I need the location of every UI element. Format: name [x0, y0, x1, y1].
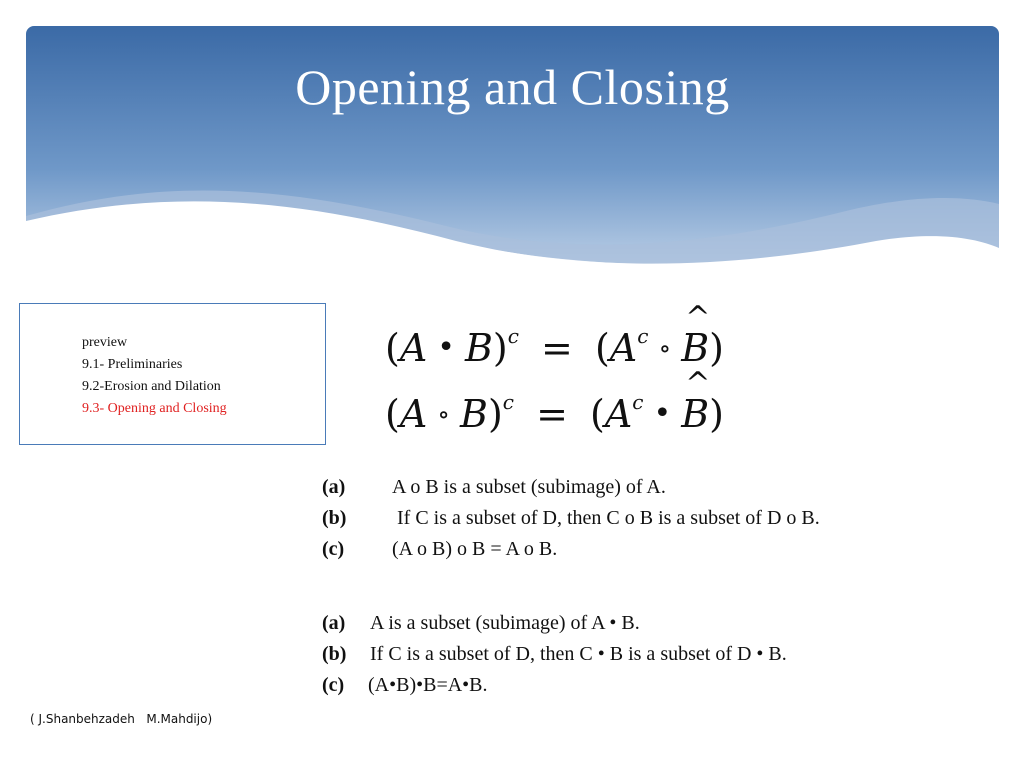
property-label: (b) [322, 643, 347, 665]
property-label: (c) [322, 674, 345, 696]
property-label: (a) [322, 476, 346, 498]
property-text: If C is a subset of D, then C o B is a subset of D o B. [397, 507, 820, 529]
outline-item-preview[interactable]: preview [82, 335, 128, 350]
outline-box [19, 303, 326, 445]
opening-property-a [322, 472, 820, 503]
outline-item-preliminaries[interactable]: 9.1- Preliminaries [82, 357, 183, 372]
author-credit: ( J.Shanbehzadeh M.Mahdijo) [30, 712, 213, 726]
opening-property-c [322, 534, 820, 565]
outline-list [82, 332, 227, 420]
closing-property-b [322, 639, 787, 670]
property-label: (a) [322, 612, 346, 634]
property-text: A o B is a subset (subimage) of A. [392, 476, 666, 498]
closing-property-a [322, 608, 787, 639]
outline-item-erosion-dilation[interactable]: 9.2-Erosion and Dilation [82, 379, 221, 394]
property-text: (A o B) o B = A o B. [392, 538, 558, 560]
property-label: (c) [322, 538, 345, 560]
opening-property-b [322, 503, 820, 534]
outline-item-opening-closing[interactable]: 9.3- Opening and Closing [82, 401, 227, 416]
opening-properties [322, 472, 820, 565]
duality-equation-2: (A ∘ $B)^c = (A^c$ •^ B) [385, 392, 724, 436]
property-text: (A•B)•B=A•B. [368, 674, 488, 696]
property-text: A is a subset (subimage) of A • B. [370, 612, 640, 634]
property-text: If C is a subset of D, then C • B is a subset of D • B. [370, 643, 787, 665]
duality-equation-1: (A • $B)^c = (A^c$ ∘^ B) [385, 326, 724, 370]
property-label: (b) [322, 507, 347, 529]
slide-title: Opening and Closing [295, 59, 730, 115]
closing-property-c [322, 670, 787, 701]
closing-properties [322, 608, 787, 701]
